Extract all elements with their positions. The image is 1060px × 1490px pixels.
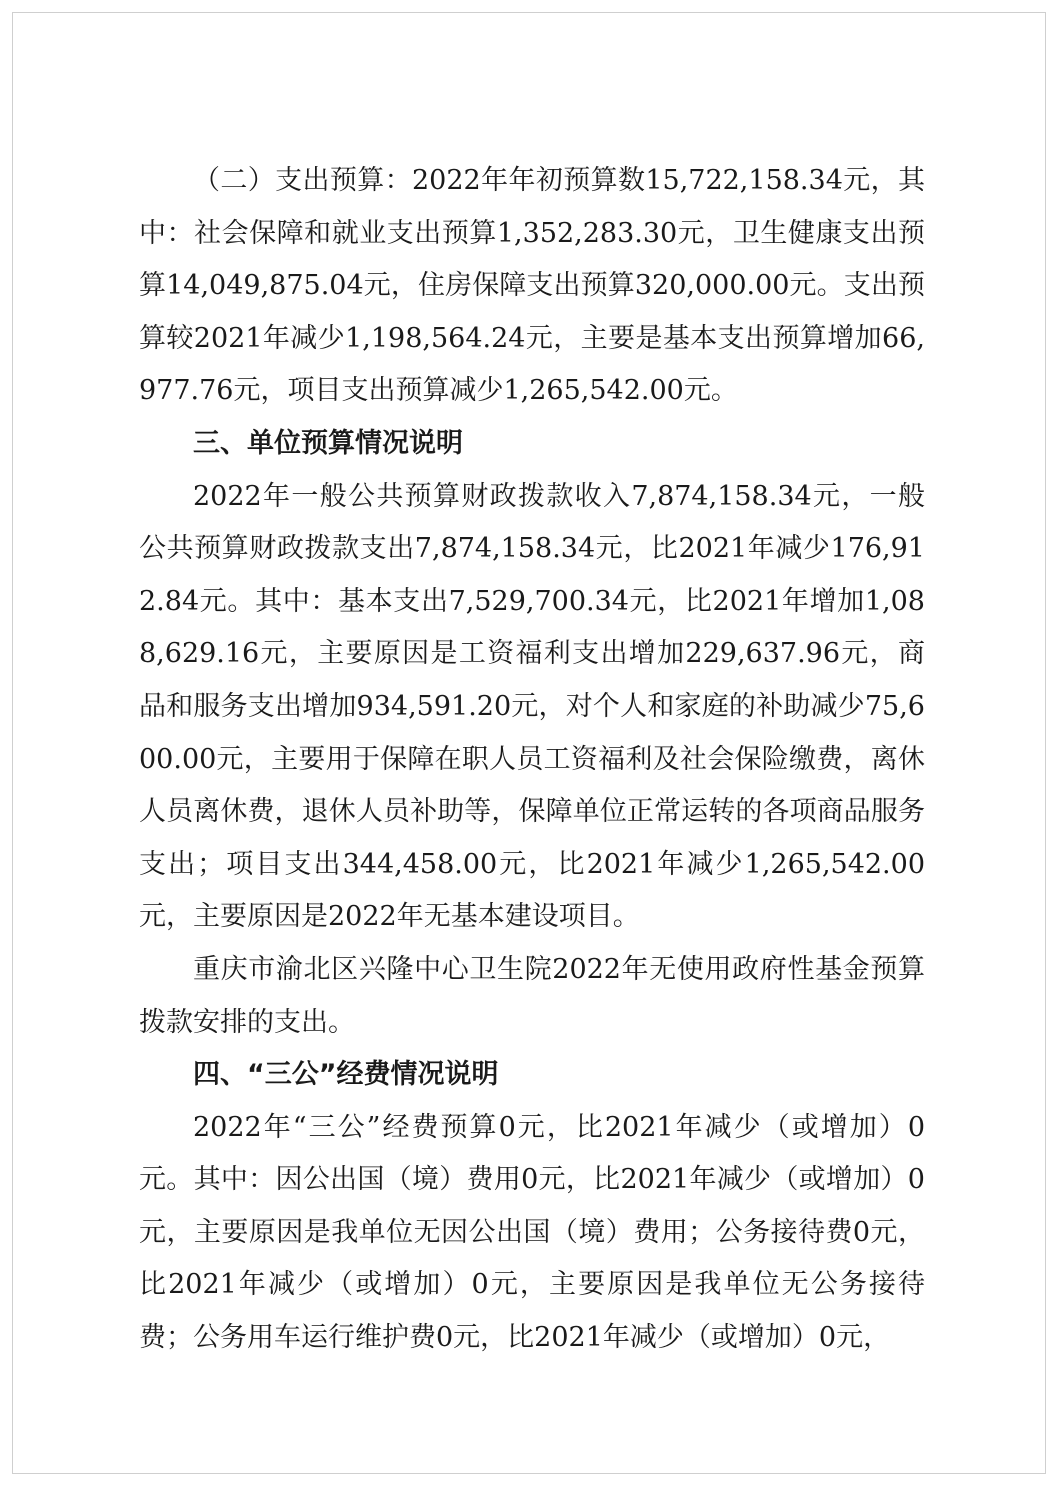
paragraph-expenditure-budget: （二）支出预算：2022年年初预算数15,722,158.34元，其中：社会保障和就业支出预算1,352,283.30元，卫生健康支出预算14,049,875.04元，住房保障支出预算320,000.00元。支出预算较2021年减少1,198,564.24元，主要是基本支出预算增加66,977.76元，项目支出预算减少1,265,542.00元。: [139, 165, 925, 407]
document-page: [12, 12, 1046, 1474]
document-body: [139, 155, 925, 1365]
section-heading-unit-budget: 三、单位预算情况说明: [193, 427, 463, 459]
paragraph-government-fund: 重庆市渝北区兴隆中心卫生院2022年无使用政府性基金预算拨款安排的支出。: [139, 953, 925, 1038]
section-heading-three-public-expenses: 四、“三公”经费情况说明: [193, 1059, 499, 1091]
paragraph-general-public-budget: 2022年一般公共预算财政拨款收入7,874,158.34元，一般公共预算财政拨款支出7,874,158.34元，比2021年减少176,912.84元。其中：基本支出7,529,700.34元，比2021年增加1,088,629.16元，主要原因是工资福利支出增加229,637.96元，商品和服务支出增加934,591.20元，对个人和家庭的补助减少75,600.00元，主要用于保障在职人员工资福利及社会保险缴费，离休人员离休费，退休人员补助等，保障单位正常运转的各项商品服务支出；项目支出344,458.00元，比2021年减少1,265,542.00元，主要原因是2022年无基本建设项目。: [139, 480, 925, 933]
paragraph-three-public-expenses: 2022年“三公”经费预算0元，比2021年减少（或增加）0元。其中：因公出国（境）费用0元，比2021年减少（或增加）0元，主要原因是我单位无因公出国（境）费用；公务接待费0元，比2021年减少（或增加）0元，主要原因是我单位无公务接待费；公务用车运行维护费0元，比2021年减少（或增加）0元，: [139, 1111, 925, 1354]
